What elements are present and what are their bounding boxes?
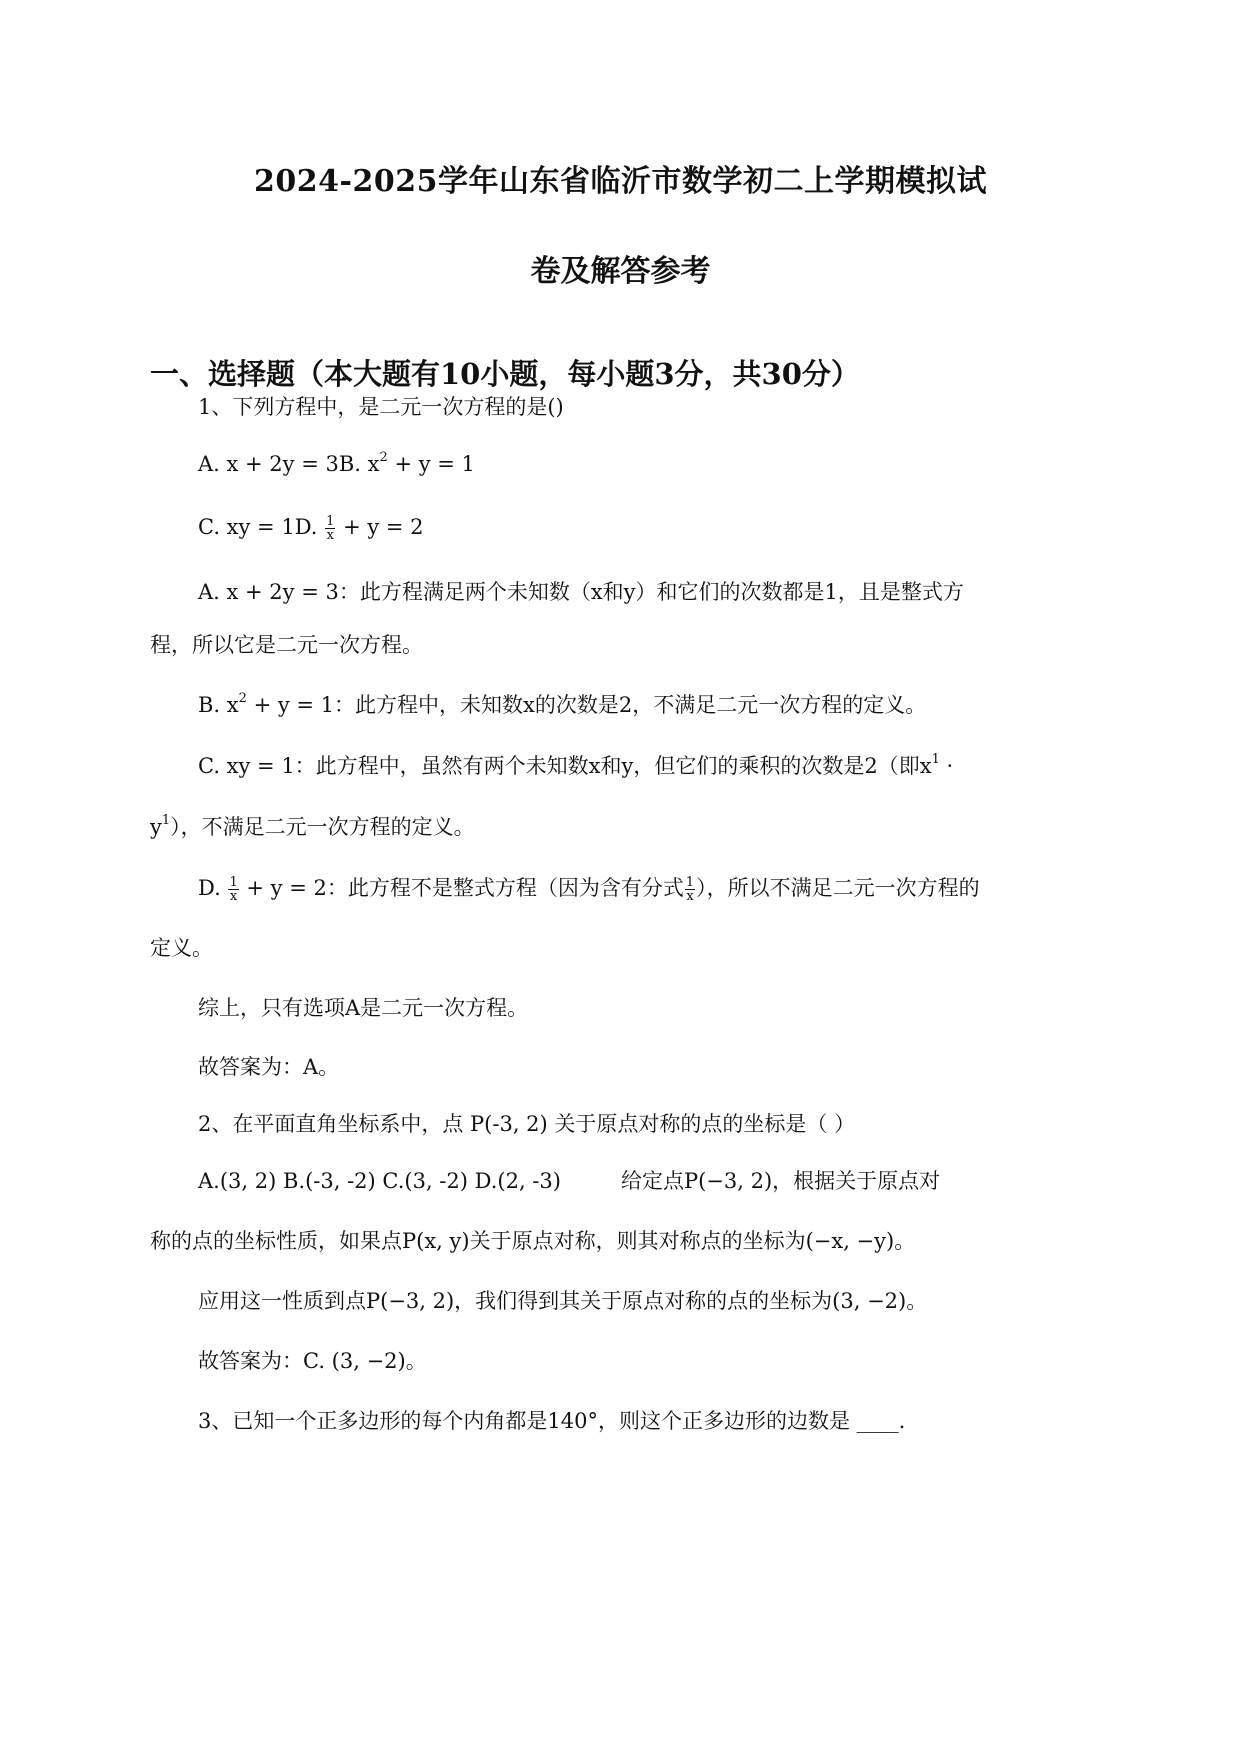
q1-explanation-d-line1: [198, 873, 980, 903]
q1-explanation-c-exponent2: 1: [161, 813, 171, 828]
q1-option-b-exponent: 2: [379, 450, 388, 465]
q2-explanation-line3: 应用这一性质到点P(−3, 2)，我们得到其关于原点对称的点的坐标为(3, −2)。: [198, 1289, 928, 1313]
q2-options: A.(3, 2) B.(-3, -2) C.(3, -2) D.(2, -3): [198, 1169, 561, 1193]
fraction-numerator: 1: [326, 514, 335, 529]
q1-options-cd: [198, 512, 424, 542]
q1-explanation-a-line1: A. x + 2y = 3：此方程满足两个未知数（x和y）和它们的次数都是1，且是整式方: [198, 580, 964, 604]
q2-explanation-line1: 给定点P(−3, 2)，根据关于原点对: [620, 1169, 941, 1193]
document-title-line1: 2024-2025学年山东省临沂市数学初二上学期模拟试: [254, 164, 987, 199]
q1-explanation-b-exponent: 2: [238, 691, 247, 706]
q2-options-row: [198, 1166, 940, 1196]
q1-explanation-d-line2: 定义。: [150, 936, 213, 960]
q1-explanation-b-text: + y = 1：此方程中，未知数x的次数是2，不满足二元一次方程的定义。: [246, 693, 927, 717]
fraction-denominator: x: [229, 889, 238, 904]
q2-answer: 故答案为：C. (3, −2)。: [198, 1349, 427, 1373]
q1-explanation-c-line1: [198, 751, 953, 781]
q1-explanation-b-prefix: B. x: [198, 693, 239, 717]
fraction-denominator: x: [686, 889, 694, 904]
q1-option-d-prefix: D.: [294, 515, 325, 539]
q2-explanation-line2: 称的点的坐标性质，如果点P(x, y)关于原点对称，则其对称点的坐标为(−x, −y)。: [150, 1229, 916, 1253]
fraction-one-over-x: [228, 876, 238, 903]
q1-explanation-c-dot: ·: [939, 754, 954, 778]
fraction-numerator: 1: [229, 875, 238, 890]
q1-option-b-suffix: + y = 1: [387, 452, 475, 476]
fraction-numerator: 1: [685, 875, 695, 890]
q1-explanation-d-tail: ），所以不满足二元一次方程的: [696, 876, 980, 900]
q1-explanation-c-line2: [150, 812, 475, 842]
q1-explanation-a-line2: 程，所以它是二元一次方程。: [150, 633, 423, 657]
q1-option-a: A. x + 2y = 3: [198, 452, 339, 476]
q1-answer: 故答案为：A。: [198, 1055, 340, 1079]
q1-explanation-c-exponent1: 1: [931, 752, 940, 767]
q1-stem: 1、下列方程中，是二元一次方程的是(): [198, 395, 564, 419]
q1-explanation-d-mid: + y = 2：此方程不是整式方程（因为含有分式: [239, 876, 684, 900]
q1-explanation-c-text: C. xy = 1：此方程中，虽然有两个未知数x和y，但它们的乘积的次数是2（即x: [198, 754, 932, 778]
document-title-line2: 卷及解答参考: [530, 254, 711, 289]
q1-explanation-b: [198, 690, 926, 720]
q1-options-ab: [198, 449, 475, 479]
q1-explanation-d-prefix: D.: [198, 876, 228, 900]
q1-summary: 综上，只有选项A是二元一次方程。: [198, 996, 529, 1020]
fraction-denominator: x: [326, 528, 334, 543]
q1-explanation-c-y: y: [150, 815, 162, 839]
fraction-one-over-x: [325, 515, 335, 542]
q1-option-d-suffix: + y = 2: [336, 515, 424, 539]
q1-option-c: C. xy = 1: [198, 515, 295, 539]
fraction-one-over-x: [685, 876, 695, 903]
q1-option-b-prefix: B. x: [338, 452, 380, 476]
section-heading-choice: 一、选择题（本大题有10小题，每小题3分，共30分）: [150, 357, 860, 391]
q1-explanation-c-tail: ），不满足二元一次方程的定义。: [170, 815, 475, 839]
q2-stem: 2、在平面直角坐标系中，点 P(-3, 2) 关于原点对称的点的坐标是（ ）: [198, 1112, 856, 1136]
q3-stem: 3、已知一个正多边形的每个内角都是140°，则这个正多边形的边数是 ____.: [198, 1409, 906, 1433]
